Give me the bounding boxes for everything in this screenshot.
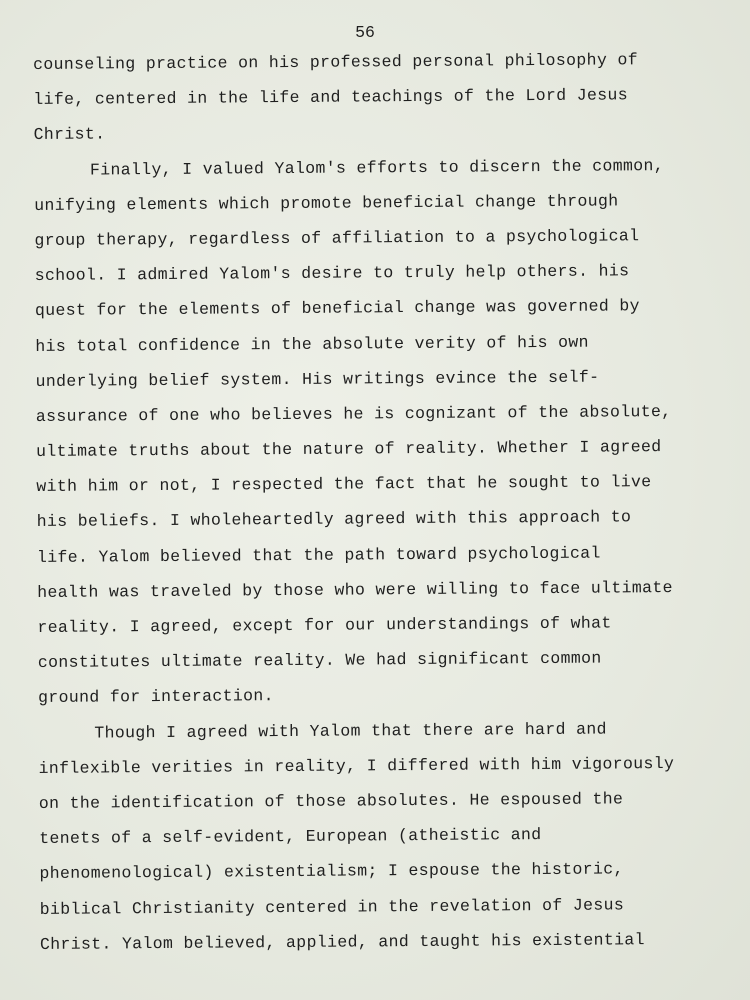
- text-line: Christ.: [33, 124, 106, 145]
- text-line: quest for the elements of beneficial change was governed by: [34, 296, 640, 321]
- text-line: constitutes ultimate reality. We had significant common: [37, 648, 602, 673]
- text-line: his beliefs. I wholeheartedly agreed with this approach to: [36, 507, 632, 532]
- text-line: health was traveled by those who were willing to face ultimate: [37, 577, 673, 602]
- text-line: life. Yalom believed that the path toward psychological: [36, 543, 601, 567]
- text-line: unifying elements which promote beneficial change through: [34, 191, 619, 215]
- text-line: assurance of one who believes he is cognizant of the absolute,: [35, 401, 672, 426]
- text-line: reality. I agreed, except for our understandings of what: [37, 613, 612, 637]
- text-line: inflexible verities in reality, I differed with him vigorously: [38, 753, 675, 778]
- text-line: counseling practice on his professed personal philosophy of: [33, 50, 638, 74]
- text-line: school. I admired Yalom's desire to truly help others. his: [34, 261, 630, 286]
- text-line: biblical Christianity centered in the revelation of Jesus: [39, 894, 625, 919]
- page-number: 56: [355, 23, 375, 42]
- text-line: Though I agreed with Yalom that there are hard and: [94, 719, 607, 743]
- text-line: ultimate truths about the nature of reality. Whether I agreed: [36, 437, 662, 462]
- text-line: his total confidence in the absolute verity of his own: [35, 332, 589, 356]
- text-line: underlying belief system. His writings evince the self-: [35, 367, 600, 391]
- text-line: on the identification of those absolutes. He espoused the: [38, 789, 624, 813]
- text-line: phenomenological) existentialism; I espouse the historic,: [39, 859, 624, 884]
- text-line: tenets of a self-evident, European (atheistic and: [39, 825, 542, 849]
- body-text: [33, 49, 730, 969]
- text-line: with him or not, I respected the fact that he sought to live: [36, 472, 652, 497]
- text-line: group therapy, regardless of affiliation to a psychological: [34, 226, 640, 250]
- text-line: ground for interaction.: [37, 686, 274, 708]
- text-line: Christ. Yalom believed, applied, and taught his existential: [39, 929, 645, 954]
- text-line: Finally, I valued Yalom's efforts to discern the common,: [89, 155, 665, 180]
- text-line: life, centered in the life and teachings of the Lord Jesus: [33, 85, 629, 110]
